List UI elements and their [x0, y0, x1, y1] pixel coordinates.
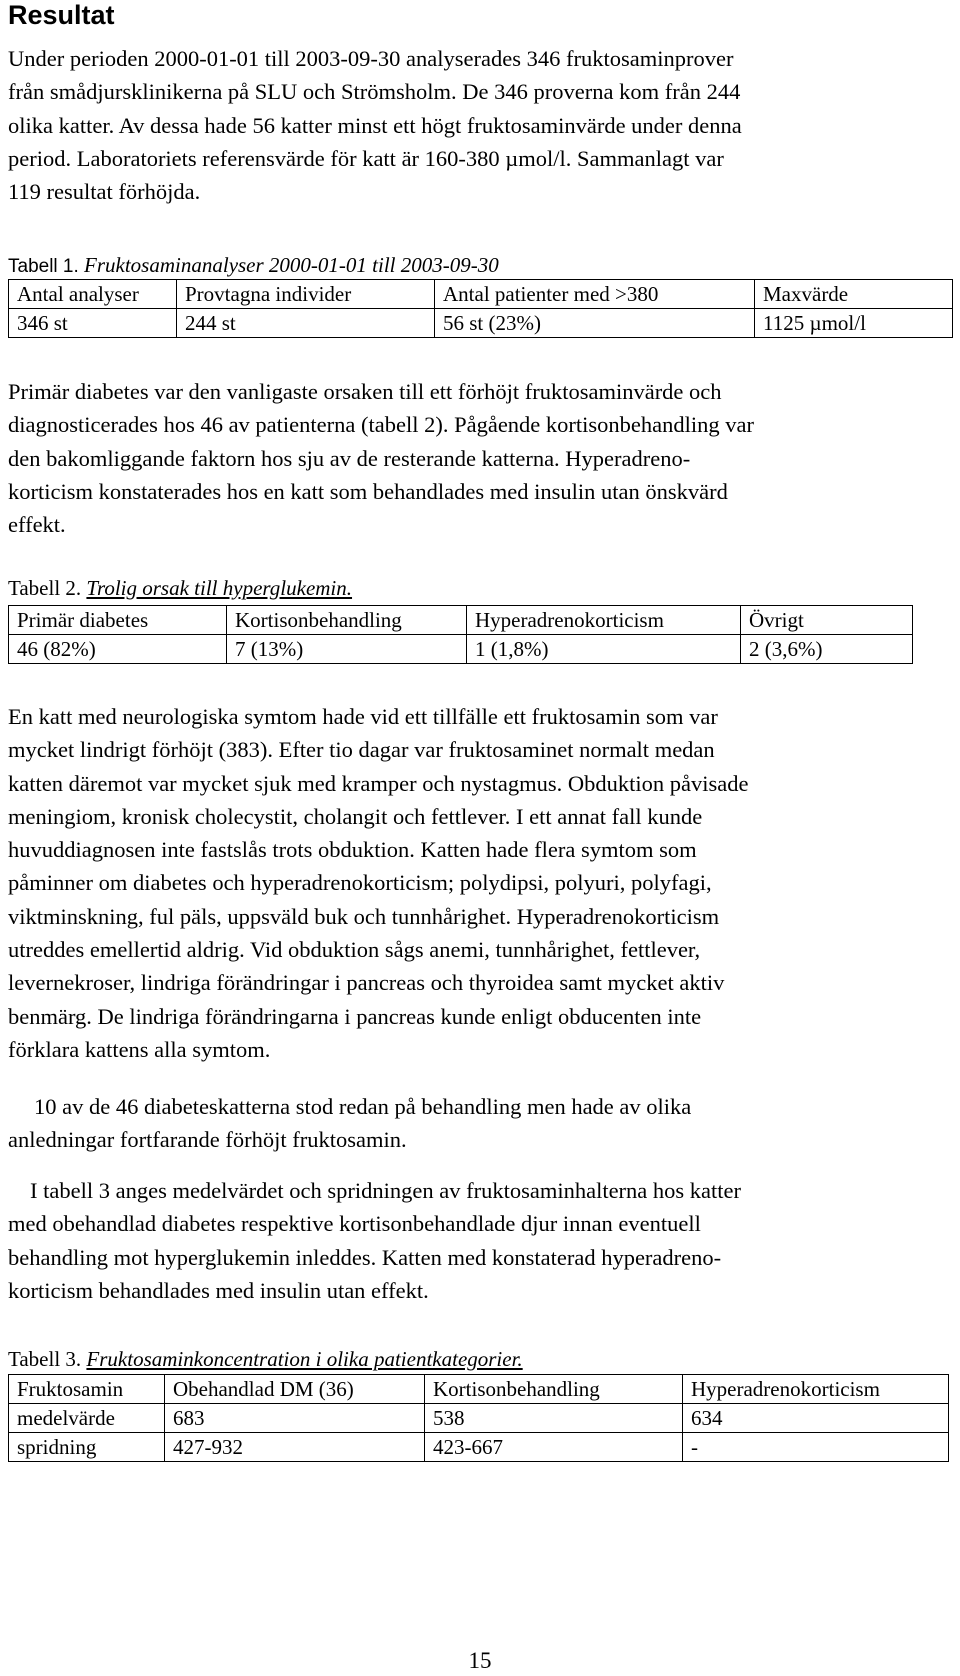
table-title: Fruktosaminkoncentration i olika patientkategorier. [86, 1347, 523, 1371]
text-line: period. Laboratoriets referensvärde för katt är 160-380 µmol/l. Sammanlagt var [8, 145, 724, 171]
text-line: diagnosticerades hos 46 av patienterna (tabell 2). Pågående kortisonbehandling var [8, 412, 755, 438]
text-line: korticism konstaterades hos en katt som behandlades med insulin utan önskvärd [8, 478, 728, 504]
table-cell: 2 (3,6%) [741, 635, 913, 664]
text-line: utreddes emellertid aldrig. Vid obduktion sågs anemi, tunnhårighet, fettlever, [8, 937, 701, 963]
results-paragraph-5 [8, 1174, 952, 1307]
table-cell: 7 (13%) [227, 635, 467, 664]
text-line: 119 resultat förhöjda. [8, 179, 201, 205]
text-line: 10 av de 46 diabeteskatterna stod redan på behandling men hade av olika [34, 1094, 692, 1119]
table-header-cell: Primär diabetes [9, 606, 227, 635]
text-line: med obehandlad diabetes respektive kortisonbehandlade djur innan eventuell [8, 1211, 701, 1237]
table-cell: 423-667 [425, 1433, 683, 1462]
table-2-caption [8, 575, 352, 601]
table-cell: 46 (82%) [9, 635, 227, 664]
table-row [9, 1404, 949, 1433]
table-1 [8, 279, 953, 338]
text-line: Under perioden 2000-01-01 till 2003-09-30 analyserades 346 fruktosaminprover [8, 46, 734, 71]
section-heading: Resultat [8, 0, 115, 30]
text-line: effekt. [8, 512, 66, 538]
table-header-row [9, 280, 953, 309]
table-label: Tabell 1. [8, 256, 79, 277]
results-paragraph-2 [8, 375, 952, 541]
table-3-caption [8, 1346, 523, 1372]
text-line: meningiom, kronisk cholecystit, cholangit och fettlever. I ett annat fall kunde [8, 803, 703, 829]
text-line: olika katter. Av dessa hade 56 katter minst ett högt fruktosaminvärde under denna [8, 112, 742, 138]
text-line: levernekroser, lindriga förändringar i pancreas och thyroidea samt mycket aktiv [8, 970, 725, 996]
table-title: Fruktosaminanalyser 2000-01-01 till 2003-09-30 [84, 253, 499, 277]
table-2 [8, 605, 913, 664]
table-header-cell: Hyperadrenokorticism [467, 606, 741, 635]
text-line: behandling mot hyperglukemin inleddes. Katten med konstaterad hyperadreno- [8, 1244, 722, 1270]
table-cell: medelvärde [9, 1404, 165, 1433]
table-header-row [9, 606, 913, 635]
results-paragraph-1 [8, 42, 952, 208]
table-cell: 346 st [9, 309, 177, 338]
table-header-cell: Hyperadrenokorticism [683, 1375, 949, 1404]
text-line: I tabell 3 anges medelvärdet och spridningen av fruktosaminhalterna hos katter [30, 1178, 742, 1203]
table-header-cell: Kortisonbehandling [227, 606, 467, 635]
table-row [9, 635, 913, 664]
table-title: Trolig orsak till hyperglukemin. [86, 576, 353, 600]
table-cell: 1 (1,8%) [467, 635, 741, 664]
table-header-cell: Provtagna individer [177, 280, 435, 309]
page-number: 15 [468, 1648, 492, 1673]
table-1-caption [8, 252, 499, 280]
text-line: korticism behandlades med insulin utan effekt. [8, 1277, 429, 1303]
table-header-cell: Antal analyser [9, 280, 177, 309]
table-header-cell: Antal patienter med >380 [435, 280, 755, 309]
text-line: En katt med neurologiska symtom hade vid ett tillfälle ett fruktosamin som var [8, 704, 718, 729]
text-line: katten däremot var mycket sjuk med kramper och nystagmus. Obduktion påvisade [8, 770, 749, 796]
table-header-cell: Övrigt [741, 606, 913, 635]
text-line: benmärg. De lindriga förändringarna i pancreas kunde enligt obducenten inte [8, 1003, 702, 1029]
text-line: den bakomliggande faktorn hos sju av de resterande katterna. Hyperadreno- [8, 445, 691, 471]
table-cell: 1125 µmol/l [755, 309, 953, 338]
table-cell: 244 st [177, 309, 435, 338]
text-line: påminner om diabetes och hyperadrenokorticism; polydipsi, polyuri, polyfagi, [8, 870, 712, 896]
results-paragraph-3 [8, 700, 952, 1066]
table-cell: spridning [9, 1433, 165, 1462]
text-line: Primär diabetes var den vanligaste orsaken till ett förhöjt fruktosaminvärde och [8, 379, 722, 404]
table-cell: 427-932 [165, 1433, 425, 1462]
table-cell: 56 st (23%) [435, 309, 755, 338]
table-header-cell: Maxvärde [755, 280, 953, 309]
table-label: Tabell 2. [8, 576, 82, 600]
table-header-cell: Kortisonbehandling [425, 1375, 683, 1404]
text-line: viktminskning, ful päls, uppsväld buk och tunnhårighet. Hyperadrenokorticism [8, 903, 720, 929]
results-paragraph-4 [8, 1090, 952, 1157]
table-header-row [9, 1375, 949, 1404]
table-cell: 538 [425, 1404, 683, 1433]
text-line: huvuddiagnosen inte fastslås trots obduktion. Katten hade flera symtom som [8, 837, 697, 863]
text-line: förklara kattens alla symtom. [8, 1036, 271, 1062]
table-header-cell: Fruktosamin [9, 1375, 165, 1404]
text-line: anledningar fortfarande förhöjt fruktosamin. [8, 1127, 407, 1153]
table-row [9, 309, 953, 338]
table-cell: 683 [165, 1404, 425, 1433]
text-line: från smådjursklinikerna på SLU och Strömsholm. De 346 proverna kom från 244 [8, 79, 741, 105]
table-cell: 634 [683, 1404, 949, 1433]
table-label: Tabell 3. [8, 1347, 82, 1371]
table-row [9, 1433, 949, 1462]
table-cell: - [683, 1433, 949, 1462]
table-3 [8, 1374, 949, 1462]
text-line: mycket lindrigt förhöjt (383). Efter tio dagar var fruktosaminet normalt medan [8, 737, 715, 763]
table-header-cell: Obehandlad DM (36) [165, 1375, 425, 1404]
